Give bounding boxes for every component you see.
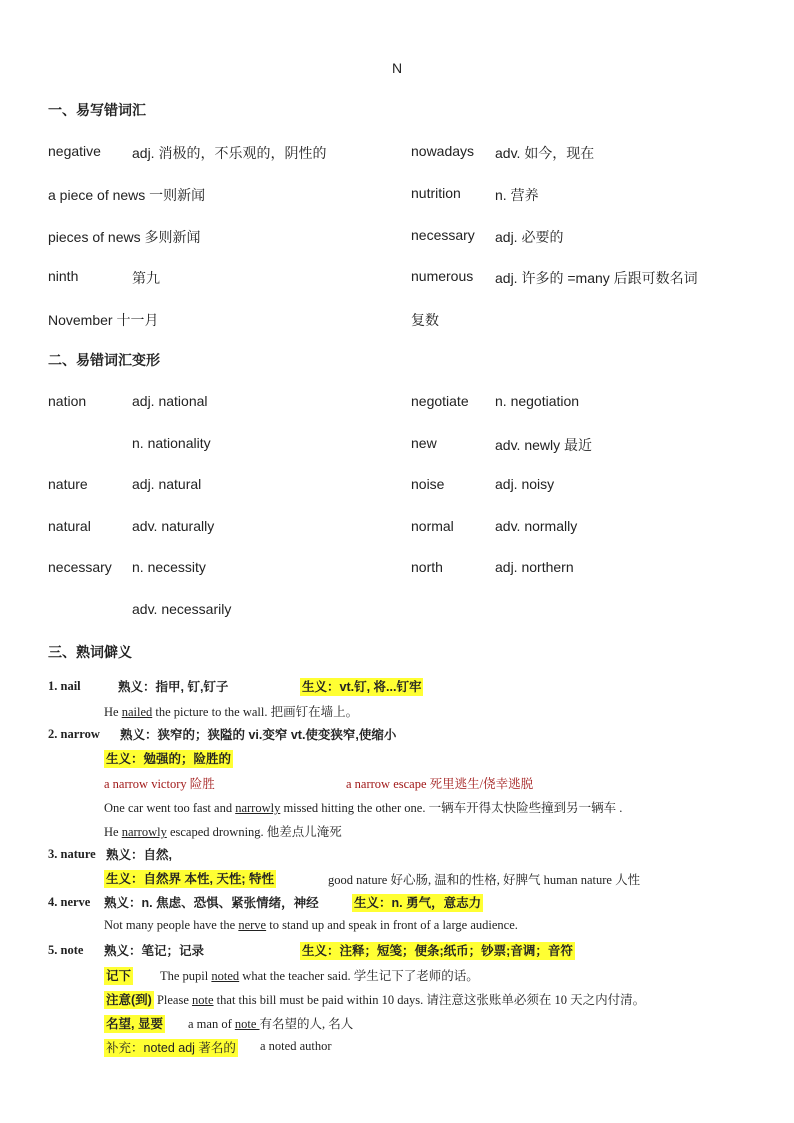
word: necessary bbox=[48, 559, 112, 575]
word-form: adv. naturally bbox=[132, 518, 215, 534]
word: nutrition bbox=[411, 185, 461, 201]
word-form: adv. newly 最近 bbox=[495, 437, 592, 453]
example-sentence: He nailed the picture to the wall. 把画钉在墙上。 bbox=[104, 705, 359, 719]
word: nation bbox=[48, 393, 87, 409]
word: natural bbox=[48, 518, 91, 534]
word-form: adj. natural bbox=[132, 476, 202, 492]
rare-meaning-highlight: 生义：vt.钉, 将...钉牢 bbox=[302, 680, 422, 694]
phrase: a narrow escape 死里逃生/侥幸逃脱 bbox=[346, 777, 534, 791]
word: 复数 bbox=[411, 312, 439, 328]
definition: adv. 如今，现在 bbox=[495, 145, 595, 161]
entry-head-narrow: 2. narrow bbox=[48, 727, 100, 741]
sense-label: 记下 bbox=[106, 969, 132, 983]
word-form: adj. national bbox=[132, 393, 208, 409]
entry-head-nail: 1. nail bbox=[48, 679, 81, 693]
familiar-meaning: 熟义：狭窄的；狭隘的 vi.变窄 vt.使变狭窄,使缩小 bbox=[120, 728, 397, 742]
word: pieces of news 多则新闻 bbox=[48, 229, 201, 245]
example-phrase: a man of note 有名望的人, 名人 bbox=[188, 1017, 354, 1031]
supplement-label: 补充：noted adj 著名的 bbox=[106, 1041, 236, 1055]
definition: adj. 消极的，不乐观的，阴性的 bbox=[132, 145, 327, 161]
word: negotiate bbox=[411, 393, 469, 409]
sense-row bbox=[104, 1038, 238, 1056]
word-form: adv. necessarily bbox=[132, 601, 232, 617]
sense-label: 注意(到) bbox=[106, 993, 152, 1007]
word: negative bbox=[48, 143, 101, 159]
word-form: n. negotiation bbox=[495, 393, 580, 409]
rare-meaning-highlight: 生义：n. 勇气，意志力 bbox=[354, 896, 482, 910]
example-sentence: Not many people have the nerve to stand up and speak in front of a large audience. bbox=[104, 918, 518, 932]
definition: 第九 bbox=[132, 270, 160, 286]
example-sentence: He narrowly escaped drowning. 他差点儿淹死 bbox=[104, 825, 342, 839]
word: north bbox=[411, 559, 443, 575]
familiar-meaning: 熟义：自然, bbox=[106, 848, 172, 862]
word: November 十一月 bbox=[48, 312, 159, 328]
word-form: n. nationality bbox=[132, 435, 211, 451]
word: ninth bbox=[48, 268, 79, 284]
word-form: adv. normally bbox=[495, 518, 578, 534]
word-form: adj. noisy bbox=[495, 476, 555, 492]
word: a piece of news 一则新闻 bbox=[48, 187, 206, 203]
word: nowadays bbox=[411, 143, 475, 159]
rare-meaning-highlight: 生义：勉强的；险胜的 bbox=[106, 752, 232, 766]
word: numerous bbox=[411, 268, 474, 284]
definition: adj. 必要的 bbox=[495, 229, 564, 245]
word: new bbox=[411, 435, 437, 451]
entry-head-nature: 3. nature bbox=[48, 847, 96, 861]
familiar-meaning: 熟义：笔记；记录 bbox=[104, 944, 205, 958]
example-phrase: a noted author bbox=[260, 1039, 332, 1053]
entry-head-note: 5. note bbox=[48, 943, 84, 957]
word-form: n. necessity bbox=[132, 559, 206, 575]
phrase: a narrow victory 险胜 bbox=[104, 777, 215, 791]
word: noise bbox=[411, 476, 445, 492]
word: nature bbox=[48, 476, 88, 492]
page-letter-heading: N bbox=[391, 60, 403, 76]
rare-meaning-highlight: 生义：自然界 本性, 天性; 特性 bbox=[106, 872, 275, 886]
definition: n. 营养 bbox=[495, 187, 539, 203]
phrase: good nature 好心肠, 温和的性格, 好脾气 human nature 人性 bbox=[328, 873, 641, 887]
example-sentence: One car went too fast and narrowly missed hitting the other one. 一辆车开得太快险些撞到另一辆车 . bbox=[104, 801, 623, 815]
word-form: adj. northern bbox=[495, 559, 574, 575]
section3-title: 三、熟词僻义 bbox=[48, 644, 132, 660]
familiar-meaning: 熟义：n. 焦虑、恐惧、紧张情绪，神经 bbox=[104, 896, 319, 910]
word: necessary bbox=[411, 227, 475, 243]
definition: adj. 许多的 =many 后跟可数名词 bbox=[495, 270, 698, 286]
familiar-meaning: 熟义：指甲, 钉,钉子 bbox=[118, 680, 229, 694]
word: normal bbox=[411, 518, 454, 534]
section1-title: 一、易写错词汇 bbox=[48, 102, 146, 118]
sense-row bbox=[104, 1014, 165, 1032]
sense-row bbox=[104, 966, 133, 984]
sense-row: 注意(到) Please note that this bill must be paid within 10 days. 请注意这张账单必须在 10 天之内付清。 bbox=[106, 993, 646, 1007]
section2-title: 二、易错词汇变形 bbox=[48, 352, 160, 368]
example-sentence: The pupil noted what the teacher said. 学生记下了老师的话。 bbox=[160, 969, 479, 983]
entry-head-nerve: 4. nerve bbox=[48, 895, 91, 909]
rare-meaning-highlight: 生义：注释；短笺；便条;纸币；钞票;音调；音符 bbox=[302, 944, 573, 958]
sense-label: 名望, 显要 bbox=[106, 1017, 163, 1031]
